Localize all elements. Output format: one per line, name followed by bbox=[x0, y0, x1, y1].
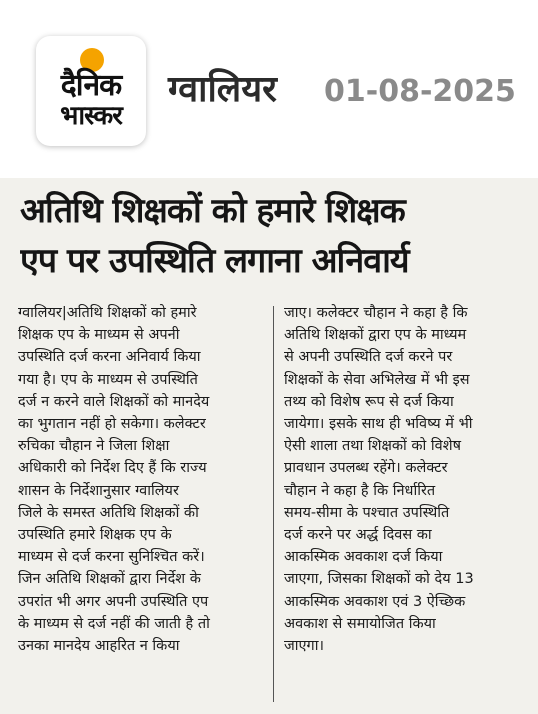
logo-text-line2: भास्कर bbox=[60, 101, 122, 131]
text-line: चौहान ने कहा है कि निर्धारित bbox=[284, 482, 436, 499]
text-line: उनका मानदेय आहरित न किया bbox=[18, 638, 180, 655]
headline-line-1: अतिथि शिक्षकों को हमारे शिक्षक bbox=[20, 191, 405, 231]
logo-text-line1: दैनिक bbox=[60, 68, 122, 103]
text-line: जाएगा। bbox=[284, 638, 324, 655]
text-line: जाएगा, जिसका शिक्षकों को देय 13 bbox=[284, 571, 474, 588]
text-line: दर्ज न करने वाले शिक्षकों को मानदेय bbox=[18, 393, 210, 410]
text-line: प्रावधान उपलब्ध रहेंगे। कलेक्टर bbox=[284, 460, 448, 477]
text-line: का भुगतान नहीं हो सकेगा। कलेक्टर bbox=[18, 416, 206, 433]
text-line: दर्ज करने पर अर्द्ध दिवस का bbox=[284, 527, 432, 544]
text-line: से अपनी उपस्थिति दर्ज करने पर bbox=[284, 349, 453, 366]
text-line: अतिथि शिक्षकों द्वारा एप के माध्यम bbox=[284, 327, 467, 344]
text-line: आकस्मिक अवकाश दर्ज किया bbox=[284, 549, 443, 566]
text-line: आकस्मिक अवकाश एवं 3 ऐच्छिक bbox=[284, 593, 466, 610]
text-line: जिले के समस्त अतिथि शिक्षकों की bbox=[18, 504, 199, 521]
text-line: जाए। कलेक्टर चौहान ने कहा है कि bbox=[284, 305, 468, 321]
dainik-bhaskar-logo[interactable] bbox=[36, 36, 146, 146]
article-column-2 bbox=[284, 302, 532, 657]
text-line: उपस्थिति दर्ज करना अनिवार्य किया bbox=[18, 349, 201, 366]
text-line: समय-सीमा के पश्चात उपस्थिति bbox=[284, 504, 450, 521]
edition-date: 01-08-2025 bbox=[324, 74, 516, 109]
app-header bbox=[0, 0, 538, 160]
text-line: शासन के निर्देशानुसार ग्वालियर bbox=[18, 482, 179, 499]
text-line: अवकाश से समायोजित किया bbox=[284, 615, 436, 632]
text-line: माध्यम से दर्ज करना सुनिश्चित करें। bbox=[18, 549, 205, 566]
text-line: रुचिका चौहान ने जिला शिक्षा bbox=[18, 438, 170, 455]
text-line: गया है। एप के माध्यम से उपस्थिति bbox=[18, 371, 198, 388]
text-line: शिक्षक एप के माध्यम से अपनी bbox=[18, 327, 180, 344]
text-line: के माध्यम से दर्ज नहीं की जाती है तो bbox=[18, 615, 210, 632]
text-line: उपस्थिति हमारे शिक्षक एप के bbox=[18, 527, 172, 544]
article-column-1 bbox=[18, 302, 266, 657]
headline-line-2: एप पर उपस्थिति लगाना अनिवार्य bbox=[20, 241, 409, 281]
column-divider bbox=[273, 306, 274, 702]
text-line: ऐसी शाला तथा शिक्षकों को विशेष bbox=[284, 438, 461, 455]
text-line: उपरांत भी अगर अपनी उपस्थिति एप bbox=[18, 593, 209, 610]
text-line: तथ्य को विशेष रूप से दर्ज किया bbox=[284, 393, 454, 410]
text-line: जायेगा। इसके साथ ही भविष्य में भी bbox=[284, 416, 473, 433]
city-name: ग्वालियर bbox=[168, 69, 277, 110]
text-line: जिन अतिथि शिक्षकों द्वारा निर्देश के bbox=[18, 571, 201, 588]
text-line: ग्वालियर|अतिथि शिक्षकों को हमारे bbox=[18, 305, 197, 321]
article-headline bbox=[20, 186, 518, 286]
text-line: शिक्षकों के सेवा अभिलेख में भी इस bbox=[284, 371, 470, 388]
text-line: अधिकारी को निर्देश दिए हैं कि राज्य bbox=[18, 460, 207, 477]
